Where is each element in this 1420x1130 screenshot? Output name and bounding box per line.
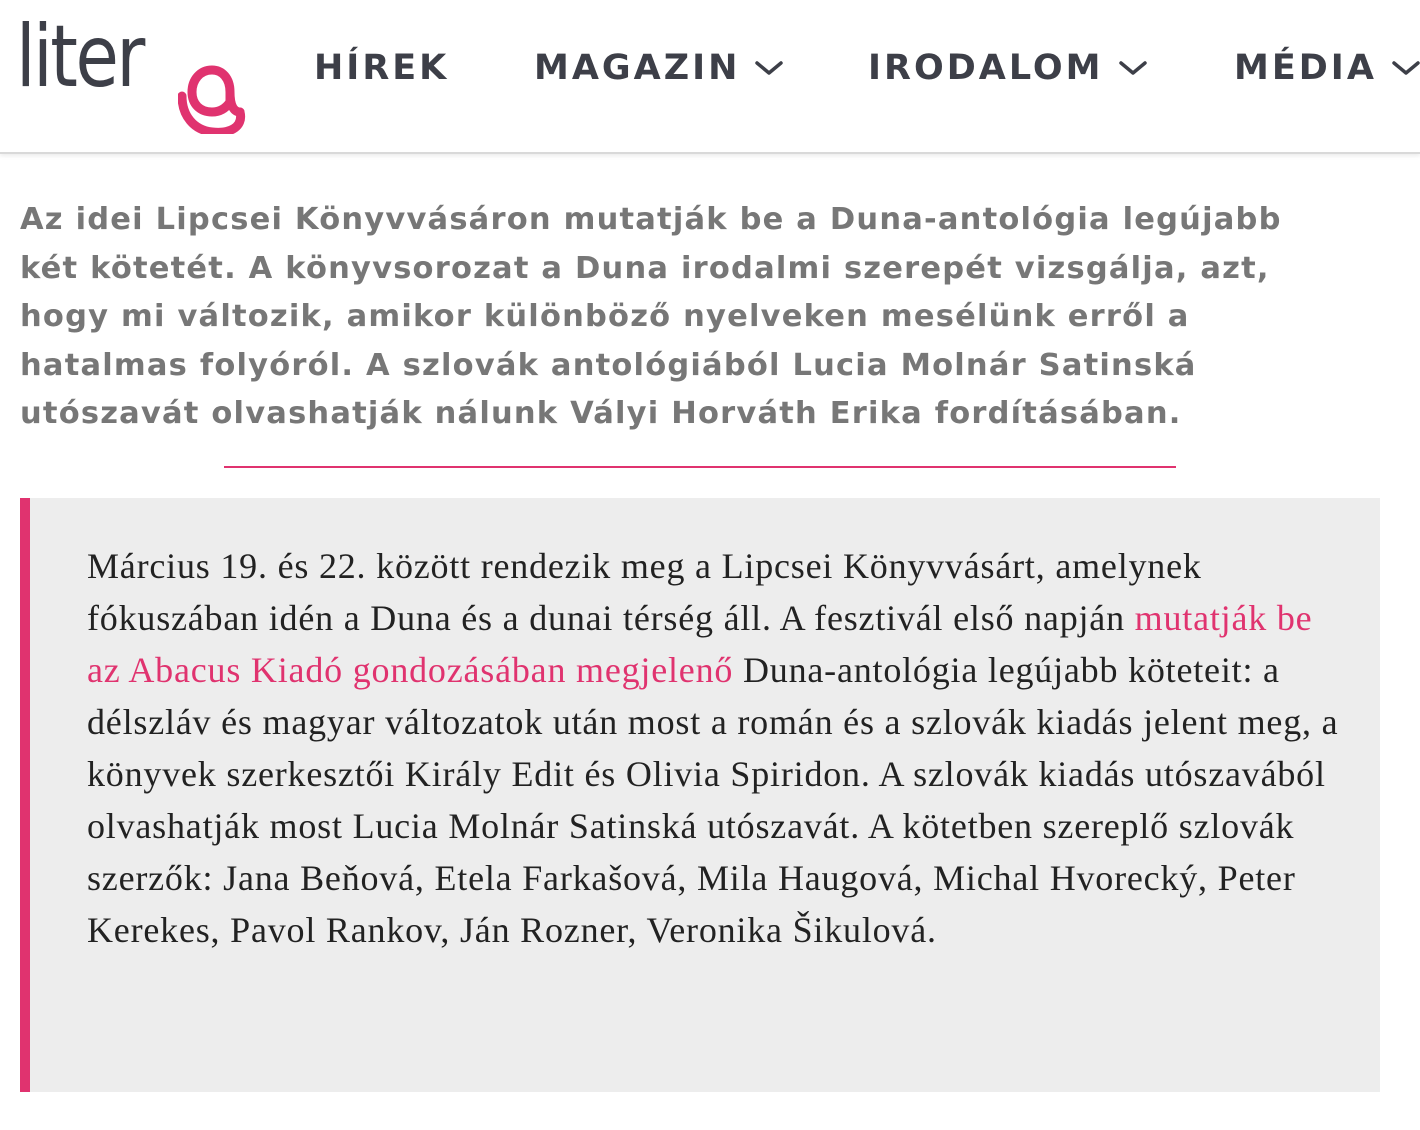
nav-item-label: MÉDIA — [1234, 48, 1377, 88]
blockquote-text-end: Duna-antológia legújabb köteteit: a délszláv és magyar változatok után most a román és a szlovák kiadás jelent meg, a könyvek szerkesztői Király Edit és Olivia Spiridon. A szlovák kiadás utószavából olvashatják most Lucia Molnár Satinská utószavát. A kötetben szereplő szlovák szerzők: Jana Beňová, Etela Farkašová, Mila Haugová, Michal Hvorecký, Peter Kerekes, Pavol Rankov, Ján Rozner, Veronika Šikulová. — [87, 650, 1339, 950]
site-header — [0, 0, 1420, 154]
chevron-down-icon — [1391, 59, 1420, 77]
nav-item-media[interactable] — [1234, 48, 1420, 88]
blockquote-text-start: Március 19. és 22. között rendezik meg a Lipcsei Könyvvásárt, amelynek fókuszában idén a Duna és a dunai térség áll. A fesztivál első napján — [87, 546, 1202, 638]
lead-divider — [224, 466, 1176, 468]
chevron-down-icon — [1118, 59, 1148, 77]
logo-text: liter — [16, 7, 143, 107]
article-lead: Az idei Lipcsei Könyvvásáron mutatják be a Duna-antológia legújabb két kötetét. A könyvsorozat a Duna irodalmi szerepét vizsgálja, azt, hogy mi változik, amikor különböző nyelveken mesélünk erről a hatalmas folyóról. A szlovák antológiából Lucia Molnár Satinská utószavát olvashatják nálunk Vályi Horváth Erika fordításában. — [20, 202, 1282, 431]
nav-item-irodalom[interactable] — [868, 48, 1148, 88]
nav-item-label: IRODALOM — [868, 48, 1104, 88]
nav-item-magazin[interactable] — [534, 48, 784, 88]
abacus-kiado-link[interactable]: mutatják be az Abacus Kiadó gondozásában megjelenő — [87, 598, 1313, 690]
nav-item-label: MAGAZIN — [534, 48, 741, 88]
article-blockquote — [20, 498, 1380, 1092]
nav-item-label: HÍREK — [314, 48, 450, 88]
chevron-down-icon — [754, 59, 784, 77]
nav-item-hirek[interactable] — [314, 48, 449, 88]
blockquote-text — [87, 540, 1347, 956]
main-nav — [0, 0, 1420, 150]
